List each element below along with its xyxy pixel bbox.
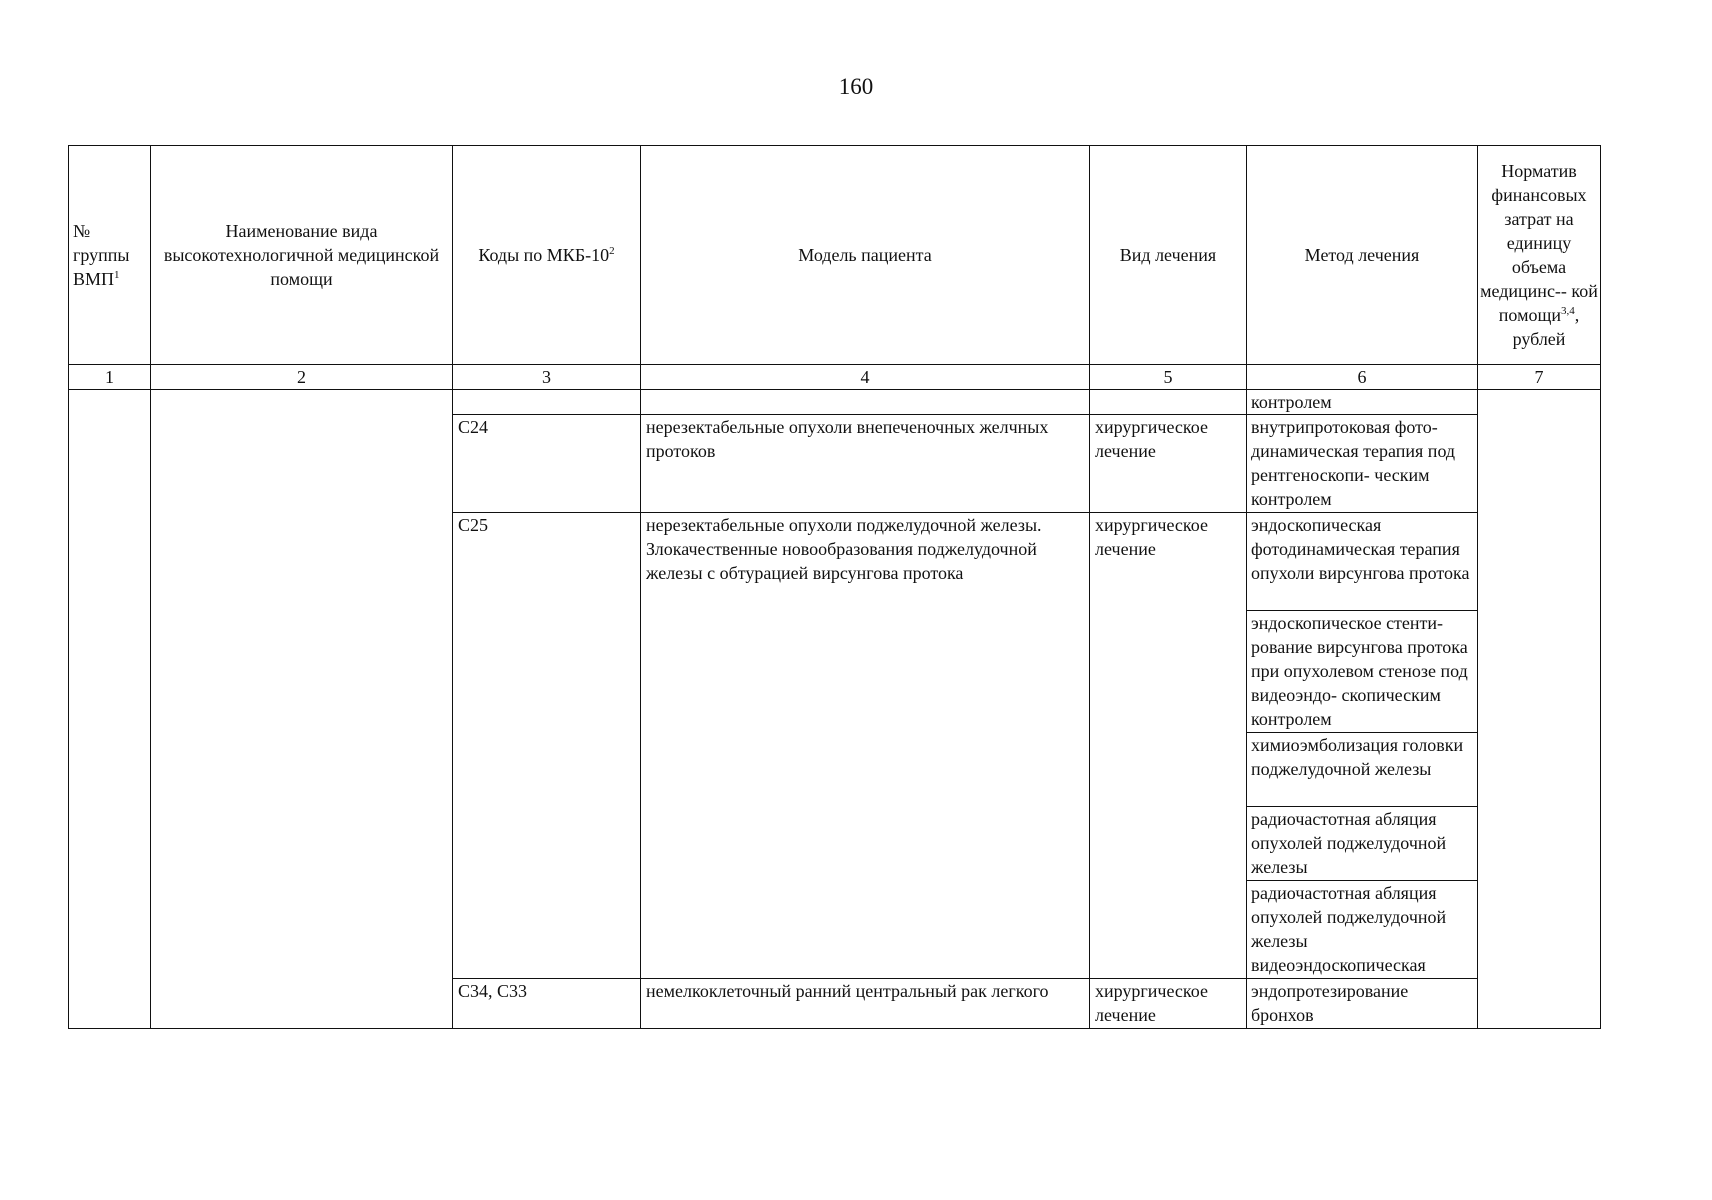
column-number: 3	[453, 365, 641, 390]
icd-code-cell: C24	[453, 415, 641, 513]
treatment-type-cell: хирургическое лечение	[1090, 415, 1247, 513]
page-number: 160	[838, 74, 874, 99]
patient-model-cell: нерезектабельные опухоли поджелудочной железы. Злокачественные новообразования поджелудочной железы с обтурацией вирсунгова протока	[641, 513, 1090, 979]
icd-code-cell: C25	[453, 513, 641, 979]
group-number-cell	[69, 390, 151, 1029]
treatment-type-cell: хирургическое лечение	[1090, 979, 1247, 1029]
treatment-type-cell: хирургическое лечение	[1090, 513, 1247, 979]
treatment-method-cell: радиочастотная абляция опухолей поджелудочной железы	[1247, 807, 1478, 881]
vmp-table	[68, 145, 1601, 1029]
header-treatment-type: Вид лечения	[1090, 146, 1247, 365]
header-patient-model: Модель пациента	[641, 146, 1090, 365]
header-treatment-method: Метод лечения	[1247, 146, 1478, 365]
vmp-name-cell	[151, 390, 453, 1029]
table-row	[69, 390, 1601, 415]
header-vmp-name: Наименование вида высокотехнологичной медицинской помощи	[151, 146, 453, 365]
patient-model-cell: немелкоклеточный ранний центральный рак легкого	[641, 979, 1090, 1029]
treatment-type-cell	[1090, 390, 1247, 415]
treatment-method-cell: радиочастотная абляция опухолей поджелудочной железы видеоэндоскопическая	[1247, 881, 1478, 979]
treatment-method-cell: контролем	[1247, 390, 1478, 415]
column-number: 1	[69, 365, 151, 390]
column-number: 6	[1247, 365, 1478, 390]
header-icd-codes: Коды по МКБ-$10^2$	[453, 146, 641, 365]
treatment-method-cell: эндоскопическое стенти- рование вирсунгова протока при опухолевом стенозе под видеоэндо- скопическим контролем	[1247, 611, 1478, 733]
treatment-method-cell: внутрипротоковая фото- динамическая терапия под рентгеноскопи- ческим контролем	[1247, 415, 1478, 513]
column-number: 7	[1478, 365, 1601, 390]
treatment-method-cell: эндоскопическая фотодинамическая терапия опухоли вирсунгова протока	[1247, 513, 1478, 611]
treatment-method-cell: эндопротезирование бронхов	[1247, 979, 1478, 1029]
column-numbers-row	[69, 365, 1601, 390]
column-number: 4	[641, 365, 1090, 390]
treatment-method-cell: химиоэмболизация головки поджелудочной железы	[1247, 733, 1478, 807]
icd-code-cell: C34, C33	[453, 979, 641, 1029]
patient-model-cell: нерезектабельные опухоли внепеченочных желчных протоков	[641, 415, 1090, 513]
cost-cell	[1478, 390, 1601, 1029]
header-cost-standard: Норматив финансовых затрат на единицу объема медицинс-- кой помощи$^{3,4}$, рублей	[1478, 146, 1601, 365]
table-header-row	[69, 146, 1601, 365]
header-group-number: № группы ВМП$^1$	[69, 146, 151, 365]
column-number: 5	[1090, 365, 1247, 390]
column-number: 2	[151, 365, 453, 390]
patient-model-cell	[641, 390, 1090, 415]
icd-code-cell	[453, 390, 641, 415]
